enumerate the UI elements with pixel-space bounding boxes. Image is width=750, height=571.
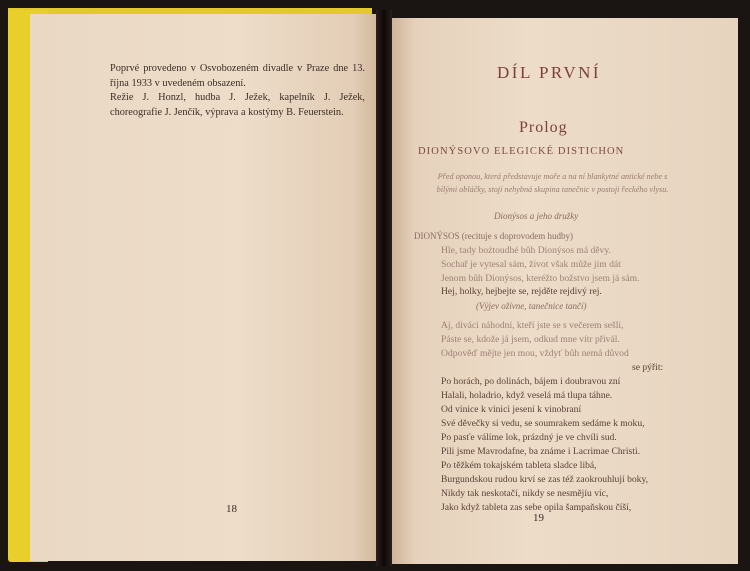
verse-line: Aj, diváci náhodní, kteří jste se s večerem sešli, <box>441 320 624 331</box>
verse-line: Sochař je vytesal sám, život však může jim dát <box>441 259 621 270</box>
page-number-left: 18 <box>226 503 237 515</box>
verse-line: Po těžkém tokajském tableta sladce libá, <box>441 460 597 471</box>
verse-line: Jenom bůh Dionýsos, kteréžto božstvo jsem já sám. <box>441 273 640 284</box>
verse-line: Nikdy tak neskotačí, nikdy se nesmějíu víc, <box>441 488 609 499</box>
premiere-note <box>110 62 365 120</box>
character-group: Dionýsos a jeho družky <box>494 211 579 221</box>
verse-line: Jako když tableta zas sebe opila šampaňskou číší, <box>441 502 632 513</box>
verse-line: se pýřit: <box>632 362 664 373</box>
part-title: DÍL PRVNÍ <box>497 63 602 82</box>
verse-line: Své děvečky si vedu, se soumrakem sedáme k moku, <box>441 418 645 429</box>
section-subtitle: DIONÝSOVO ELEGICKÉ DISTICHON <box>418 146 625 157</box>
prolog-title: Prolog <box>519 119 568 136</box>
verse-line: Burgundskou rudou krví se zas též zaokrouhlují boky, <box>441 474 649 485</box>
book-gutter <box>376 10 392 566</box>
premiere-line-2: Režie J. Honzl, hudba J. Ježek, kapelník J. Ježek, choreografie J. Jenčík, výprava a kostýmy B. Feuerstein. <box>110 92 365 118</box>
verse-line: Hle, tady bożtoudhé bůh Dionýsos má děvy. <box>441 245 611 256</box>
verse-line: Pili jsme Mavrodafne, ba známe i Lacrimae Christi. <box>441 446 641 457</box>
verse-line: Po horách, po dolinách, bájem i doubravou zní <box>441 376 621 387</box>
verse-line: Od vinice k vinici jesení k vinobraní <box>441 404 582 415</box>
stage-note: Před oponou, která představuje moře a na ní blankytné antické nebe s bílými obláčky, stojí nehybná skupina tanečnic v postoji řeckého vlysu. <box>436 172 669 194</box>
verse-line: Po pasťe válíme lok, prázdný je ve chvíli sud. <box>441 432 617 443</box>
premiere-line-1: Poprvé provedeno v Osvobozeném divadle v Praze dne 13. října 1933 v uvedeném obsazení. <box>110 63 365 89</box>
verse-line: Páste se, kdože já jsem, odkud mne vítr přivál. <box>441 334 620 345</box>
verse-line: Halali, holadrio, když veselá má tlupa táhne. <box>441 390 613 401</box>
stage-direction: (Výjev ožívne, tanečnice tančí) <box>476 301 587 311</box>
verse-line: Odpověď mějte jen mou, vždyť bůh nemá důvod <box>441 348 629 359</box>
page-number-right: 19 <box>533 512 544 524</box>
verse-line: Hej, holky, hejbejte se, rejděte rejdivý rej. <box>441 286 602 297</box>
speaker-line: DIONÝSOS (recituje s doprovodem hudby) <box>414 231 573 241</box>
